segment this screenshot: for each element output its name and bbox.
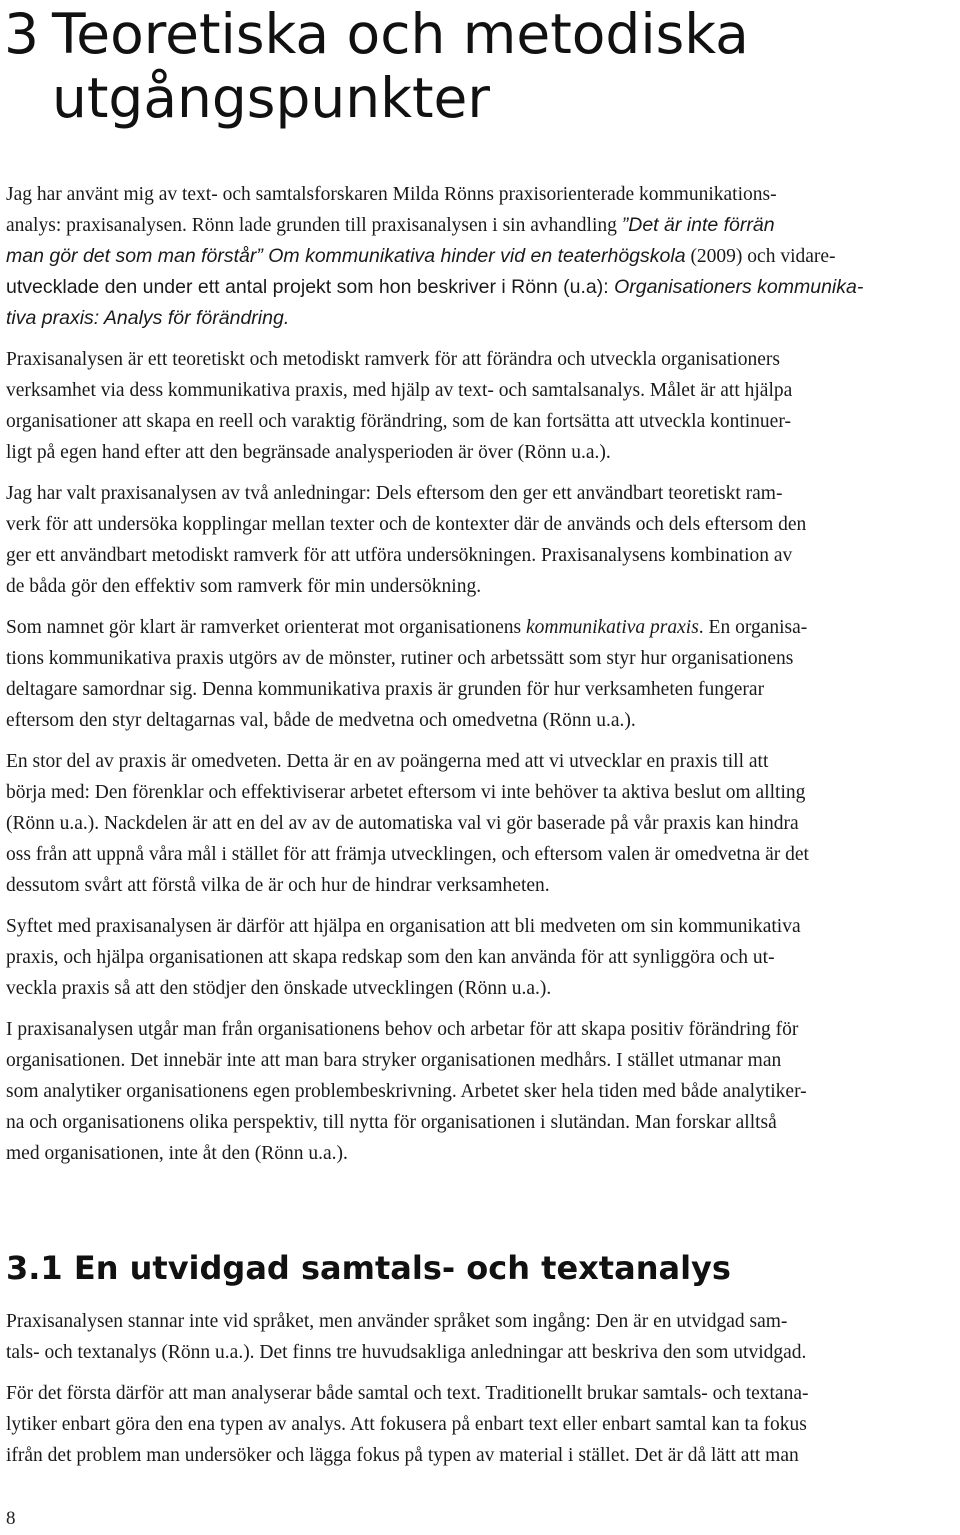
- text-line: verksamhet via dess kommunikativa praxis, med hjälp av text- och samtalsanalys. Målet är att hjälpa: [6, 380, 793, 401]
- text-line: organisationen. Det innebär inte att man bara stryker organisationen medhårs. I stället utmanar man: [6, 1050, 782, 1071]
- section-heading: [6, 1248, 731, 1288]
- text-line: ligt på egen hand efter att den begränsade analysperioden är över (Rönn u.a.).: [6, 442, 611, 463]
- text-line: Praxisanalysen är ett teoretiskt och metodiskt ramverk för att förändra och utveckla organisationers: [6, 349, 780, 370]
- text-line: ger ett användbart metodiskt ramverk för att utföra undersökningen. Praxisanalysens kombination av: [6, 545, 793, 566]
- text-line: En stor del av praxis är omedveten. Detta är en av poängerna med att vi utvecklar en praxis till att: [6, 751, 769, 772]
- text-line: de båda gör den effektiv som ramverk för min undersökning.: [6, 576, 482, 597]
- text-line: lytiker enbart göra den ena typen av analys. Att fokusera på enbart text eller enbart samtal kan ta fokus: [6, 1414, 807, 1435]
- text-line: veckla praxis så att den stödjer den önskade utvecklingen (Rönn u.a.).: [6, 978, 552, 999]
- chapter-title-line-1: Teoretiska och metodiska: [52, 2, 749, 66]
- text-line: Praxisanalysen stannar inte vid språket, men använder språket som ingång: Den är en utvidgad sam-: [6, 1311, 788, 1332]
- paragraph: [6, 1014, 956, 1169]
- chapter-number: 3: [4, 2, 39, 66]
- section-number: 3.1: [6, 1249, 63, 1287]
- text-line: tals- och textanalys (Rönn u.a.). Det finns tre huvudsakliga anledningar att beskriva den som utvidgad.: [6, 1342, 807, 1363]
- paragraph: [6, 179, 956, 334]
- italic-term: kommunikativa praxis: [526, 617, 699, 638]
- text-line: deltagare samordnar sig. Denna kommunikativa praxis är grunden för hur verksamheten fungerar: [6, 679, 765, 700]
- text-line: [6, 303, 956, 334]
- text-span: Som namnet gör klart är ramverket orienterat mot organisationens: [6, 617, 527, 638]
- text-line: verk för att undersöka kopplingar mellan texter och de kontexter där de används och dels eftersom den: [6, 514, 807, 535]
- text-line: som analytiker organisationens egen problembeskrivning. Arbetet sker hela tiden med både analytiker-: [6, 1081, 807, 1102]
- text-line: (Rönn u.a.). Nackdelen är att en del av av de automatiska val vi gör baserade på vår praxis kan hindra: [6, 813, 799, 834]
- text-span: . En organisa-: [698, 617, 808, 638]
- subsection-body: [6, 1306, 956, 1481]
- text-line: Jag har använt mig av text- och samtalsforskaren Milda Rönns praxisorienterade kommunikations-: [6, 184, 777, 205]
- text-line: börja med: Den förenklar och effektiviserar arbetet eftersom vi inte behöver ta aktiva beslut om allting: [6, 782, 806, 803]
- text-line: [6, 241, 956, 272]
- text-line: För det första därför att man analyserar både samtal och text. Traditionellt brukar samtals- och textana-: [6, 1383, 809, 1404]
- text-line: na och organisationens olika perspektiv, till nytta för organisationen i slutändan. Man forskar alltså: [6, 1112, 777, 1133]
- page-number: 8: [6, 1508, 16, 1529]
- text-line: praxis, och hjälpa organisationen att skapa redskap som den kan använda för att synliggöra och ut-: [6, 947, 775, 968]
- text-line: med organisationen, inte åt den (Rönn u.a.).: [6, 1143, 348, 1164]
- text-line: Syftet med praxisanalysen är därför att hjälpa en organisation att bli medveten om sin kommunikativa: [6, 916, 801, 937]
- text-line: organisationer att skapa en reell och varaktig förändring, som de kan fortsätta att utveckla kontinuer-: [6, 411, 791, 432]
- text-line: [6, 210, 956, 241]
- paragraph: [6, 746, 956, 901]
- text-line: [6, 272, 956, 303]
- text-line: eftersom den styr deltagarnas val, både de medvetna och omedvetna (Rönn u.a.).: [6, 710, 636, 731]
- text-span: utvecklade den under ett antal projekt som hon beskriver i Rönn (u.a):: [6, 276, 615, 298]
- text-line: [6, 612, 956, 643]
- text-line: Jag har valt praxisanalysen av två anledningar: Dels eftersom den ger ett användbart teoretiskt ram-: [6, 483, 783, 504]
- text-span: (2009) och vidare-: [685, 246, 836, 267]
- paragraph: [6, 344, 956, 468]
- paragraph: [6, 612, 956, 736]
- text-line: tions kommunikativa praxis utgörs av de mönster, rutiner och arbetssätt som styr hur organisationens: [6, 648, 794, 669]
- italic-title: Organisationers kommunika-: [614, 276, 864, 298]
- section-body: [6, 179, 956, 1179]
- text-line: dessutom svårt att förstå vilka de är och hur de hindrar verksamheten.: [6, 875, 550, 896]
- paragraph: [6, 478, 956, 602]
- paragraph: [6, 1306, 956, 1368]
- paragraph: [6, 911, 956, 1004]
- text-line: I praxisanalysen utgår man från organisationens behov och arbetar för att skapa positiv förändring för: [6, 1019, 799, 1040]
- italic-title: ”Det är inte förrän: [621, 214, 775, 236]
- text-line: ifrån det problem man undersöker och lägga fokus på typen av material i stället. Det är då lätt att man: [6, 1445, 799, 1466]
- text-span: analys: praxisanalysen. Rönn lade grunden till praxisanalysen i sin avhandling: [6, 215, 622, 236]
- italic-title: man gör det som man förstår” Om kommunikativa hinder vid en teaterhögskola: [6, 245, 686, 267]
- chapter-title-line-2: utgångspunkter: [52, 66, 490, 130]
- text-line: oss från att uppnå våra mål i stället för att främja utvecklingen, och eftersom valen är omedvetna är det: [6, 844, 809, 865]
- chapter-heading: [4, 2, 954, 130]
- section-title: En utvidgad samtals- och textanalys: [73, 1249, 731, 1287]
- paragraph: [6, 1378, 956, 1471]
- italic-title: tiva praxis: Analys för förändring.: [6, 307, 290, 329]
